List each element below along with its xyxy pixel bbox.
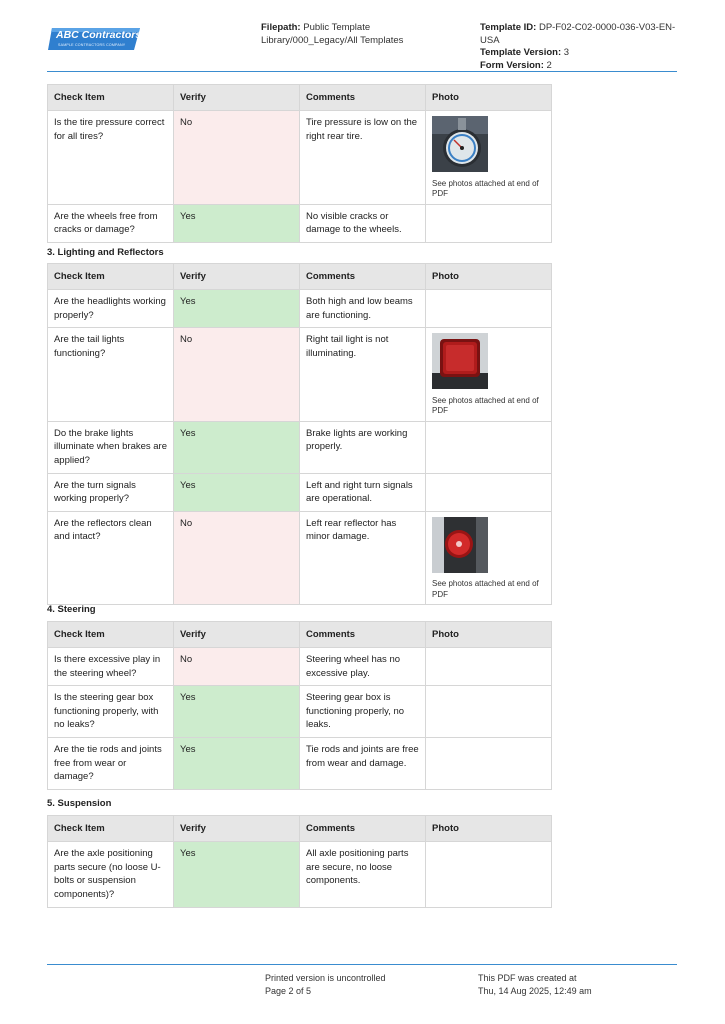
check-item: Are the tail lights functioning?: [48, 328, 174, 422]
template-id-value: DP-F02-C02-0000-036-V03-EN-USA: [480, 22, 676, 46]
footer-left: [265, 972, 455, 997]
table-header-row: [48, 622, 552, 648]
table-row: [48, 648, 552, 686]
comment: Brake lights are working properly.: [300, 421, 426, 473]
photo-caption: See photos attached at end of PDF: [432, 178, 539, 198]
comment: Right tail light is not illuminating.: [300, 328, 426, 422]
table-header-row: [48, 85, 552, 111]
footer-divider: [47, 964, 677, 965]
steering-table: [47, 621, 552, 790]
table-header-row: [48, 816, 552, 842]
table-row: [48, 686, 552, 738]
photo-caption: See photos attached at end of PDF: [432, 395, 539, 415]
col-check-item: Check Item: [48, 85, 174, 111]
verify-value: Yes: [174, 686, 300, 738]
table-row: [48, 111, 552, 205]
verify-value: No: [174, 328, 300, 422]
col-verify: Verify: [174, 85, 300, 111]
verify-value: Yes: [174, 421, 300, 473]
check-item: Are the reflectors clean and intact?: [48, 511, 174, 605]
verify-value: No: [174, 511, 300, 605]
verify-value: Yes: [174, 842, 300, 908]
photo-caption: See photos attached at end of PDF: [432, 579, 539, 599]
photo-cell: [426, 111, 552, 205]
check-item: Are the axle positioning parts secure (no loose U-bolts or suspension components)?: [48, 842, 174, 908]
col-verify: Verify: [174, 264, 300, 290]
check-item: Are the turn signals working properly?: [48, 473, 174, 511]
comment: Steering gear box is functioning properly, no leaks.: [300, 686, 426, 738]
form-version-value: 2: [546, 59, 552, 71]
filepath-value: Public Template Library/000_Legacy/All Templates: [261, 22, 404, 46]
section-title-lighting: 3. Lighting and Reflectors: [47, 247, 164, 258]
reflector-photo[interactable]: [432, 517, 545, 578]
check-item: Is there excessive play in the steering wheel?: [48, 648, 174, 686]
comment: Left and right turn signals are operational.: [300, 473, 426, 511]
table-row: [48, 842, 552, 908]
comment: Both high and low beams are functioning.: [300, 290, 426, 328]
photo-cell: [426, 473, 552, 511]
form-version-label: Form Version:: [480, 59, 544, 71]
col-check-item: Check Item: [48, 622, 174, 648]
col-photo: Photo: [426, 85, 552, 111]
table-row: [48, 290, 552, 328]
col-verify: Verify: [174, 816, 300, 842]
check-item: Are the wheels free from cracks or damage?: [48, 204, 174, 242]
col-check-item: Check Item: [48, 816, 174, 842]
verify-value: No: [174, 111, 300, 205]
col-comments: Comments: [300, 264, 426, 290]
comment: All axle positioning parts are secure, no loose components.: [300, 842, 426, 908]
photo-cell: [426, 648, 552, 686]
check-item: Do the brake lights illuminate when brakes are applied?: [48, 421, 174, 473]
comment: Tire pressure is low on the right rear tire.: [300, 111, 426, 205]
check-item: Is the tire pressure correct for all tires?: [48, 111, 174, 205]
template-id-label: Template ID:: [480, 22, 537, 33]
verify-value: Yes: [174, 204, 300, 242]
verify-value: Yes: [174, 290, 300, 328]
table-row: [48, 511, 552, 605]
section-title-steering: 4. Steering: [47, 604, 96, 615]
table-row: [48, 473, 552, 511]
company-logo: [48, 26, 140, 52]
tail-light-photo[interactable]: [432, 333, 545, 394]
comment: Left rear reflector has minor damage.: [300, 511, 426, 605]
photo-cell: [426, 328, 552, 422]
col-photo: Photo: [426, 816, 552, 842]
tires-table: [47, 84, 552, 243]
verify-value: Yes: [174, 473, 300, 511]
col-comments: Comments: [300, 816, 426, 842]
created-timestamp: Thu, 14 Aug 2025, 12:49 am: [478, 985, 592, 996]
suspension-table: [47, 815, 552, 908]
verify-value: No: [174, 648, 300, 686]
template-meta: [480, 22, 680, 72]
photo-cell: [426, 511, 552, 605]
col-comments: Comments: [300, 85, 426, 111]
check-item: Are the headlights working properly?: [48, 290, 174, 328]
photo-cell: [426, 204, 552, 242]
comment: Tie rods and joints are free from wear and damage.: [300, 738, 426, 790]
col-comments: Comments: [300, 622, 426, 648]
comment: No visible cracks or damage to the wheels.: [300, 204, 426, 242]
comment: Steering wheel has no excessive play.: [300, 648, 426, 686]
uncontrolled-notice: Printed version is uncontrolled: [265, 973, 386, 983]
check-item: Is the steering gear box functioning properly, with no leaks?: [48, 686, 174, 738]
table-row: [48, 738, 552, 790]
lighting-table: [47, 263, 552, 605]
photo-cell: [426, 686, 552, 738]
logo-text: ABC Contractors: [56, 29, 142, 41]
photo-cell: [426, 421, 552, 473]
table-header-row: [48, 264, 552, 290]
photo-cell: [426, 290, 552, 328]
col-verify: Verify: [174, 622, 300, 648]
table-row: [48, 421, 552, 473]
photo-cell: [426, 738, 552, 790]
col-photo: Photo: [426, 622, 552, 648]
filepath-block: [261, 22, 461, 47]
photo-cell: [426, 842, 552, 908]
check-item: Are the tie rods and joints free from wear or damage?: [48, 738, 174, 790]
template-version-value: 3: [563, 47, 570, 58]
verify-value: Yes: [174, 738, 300, 790]
section-title-suspension: 5. Suspension: [47, 798, 112, 809]
col-photo: Photo: [426, 264, 552, 290]
col-check-item: Check Item: [48, 264, 174, 290]
table-row: [48, 328, 552, 422]
logo-subtext: SAMPLE CONTRACTORS COMPANY: [58, 43, 126, 47]
filepath-label: Filepath:: [261, 22, 301, 33]
page-number: Page 2 of 5: [265, 985, 312, 996]
footer-right: [478, 972, 678, 997]
header-divider: [47, 71, 677, 72]
tire-gauge-photo[interactable]: [432, 116, 545, 177]
table-row: [48, 204, 552, 242]
created-label: This PDF was created at: [478, 973, 577, 983]
template-version-label: Template Version:: [480, 47, 562, 58]
